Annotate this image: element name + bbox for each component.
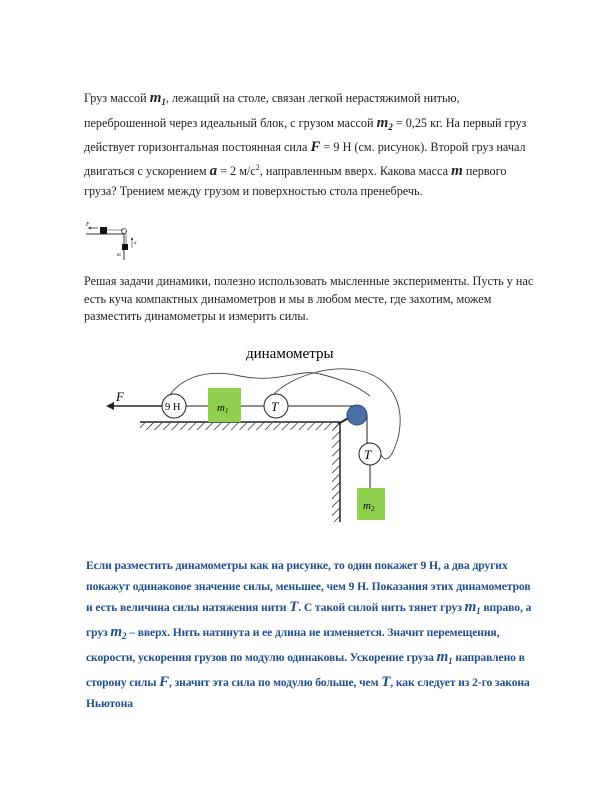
problem-part: = 9 Н (см. рисунок). Второй груз начал двигаться с ускорением — [84, 140, 526, 178]
small-figure-block2 — [122, 244, 128, 250]
tension-symbol: T — [289, 599, 299, 615]
dynamometer-1-reading: 9 Н — [165, 402, 181, 413]
conclusion-part: , как следует из 2-го закона Ньютона — [86, 676, 530, 710]
mass-m-symbol: m — [451, 162, 463, 179]
mass-m1-symbol: $m_1$ — [436, 649, 453, 666]
diagram-title: динамометры — [246, 346, 334, 362]
block-m2 — [357, 488, 385, 520]
mass-m1-symbol: $m_1$ — [464, 599, 481, 616]
problem-part: , направленным вверх. Какова масса — [259, 163, 452, 178]
conclusion-part: направлено в сторону силы — [86, 651, 525, 689]
conclusion-part: . С такой силой нить тянет груз — [298, 601, 465, 614]
small-figure-force-label: F — [86, 222, 90, 228]
small-figure-m2-label: m — [117, 253, 121, 258]
force-symbol: F — [310, 139, 321, 155]
dynamometer-3-reading: T — [364, 447, 372, 462]
conclusion-part: – вверх. Нить натянута и ее длина не изменяется. Значит перемещения, скорости, ускорения грузов по модулю одинаковы. Ускорение груза — [86, 626, 500, 664]
block-m1-label: m1 — [217, 402, 229, 415]
mass-m2-symbol: $m_2$ — [376, 114, 393, 132]
pulley — [347, 405, 367, 425]
small-problem-figure — [84, 218, 140, 262]
table-hatch — [140, 423, 338, 430]
problem-text — [84, 88, 534, 202]
acceleration-symbol: a — [209, 162, 218, 179]
small-figure-accel-label: a — [134, 241, 137, 246]
force-symbol: F — [159, 674, 169, 690]
superscript: 2 — [255, 162, 260, 172]
problem-part: , лежащий на столе, связан легкой нерастяжимой нитью, переброшенной через идеальный блок, с грузом массой — [84, 91, 460, 130]
conclusion-part: Если разместить динамометры как на рисунке, то один покажет 9 Н, а два других покажут одинаковое значение силы, меньшее, чем 9 Н. Показания этих динамометров и есть величина силы натяжения нити — [86, 559, 531, 614]
conclusion-part: вправо, а груз — [86, 601, 532, 639]
dynamometer-2-reading: T — [271, 399, 279, 414]
explanation-text: Решая задачи динамики, полезно использовать мысленные эксперименты. Пусть у нас есть куча компактных динамометров и мы в любом месте, где захотим, можем разместить динамометры и измерить силы. — [84, 274, 534, 323]
conclusion-text — [86, 555, 536, 714]
force-arrowhead — [106, 402, 114, 410]
block-m2-label: m2 — [363, 500, 375, 513]
tension-symbol: T — [381, 674, 391, 690]
mass-m2-symbol: $m_2$ — [110, 624, 127, 641]
small-figure-block1 — [100, 227, 107, 234]
problem-part: Груз массой — [84, 91, 150, 105]
problem-part: = 0,25 кг. На первый груз действует горизонтальная постоянная сила — [84, 115, 527, 154]
conclusion-part: , значит эта сила по модулю больше, чем — [169, 676, 382, 689]
force-label: F — [116, 389, 124, 404]
dynamometer-diagram — [0, 338, 612, 530]
table-side-hatch — [332, 422, 340, 522]
mass-m1-symbol: $m_1$ — [149, 90, 166, 107]
problem-part: = 2 м/с — [217, 163, 256, 178]
problem-part: первого груза? Трением между грузом и поверхностью стола пренебречь. — [84, 163, 507, 198]
